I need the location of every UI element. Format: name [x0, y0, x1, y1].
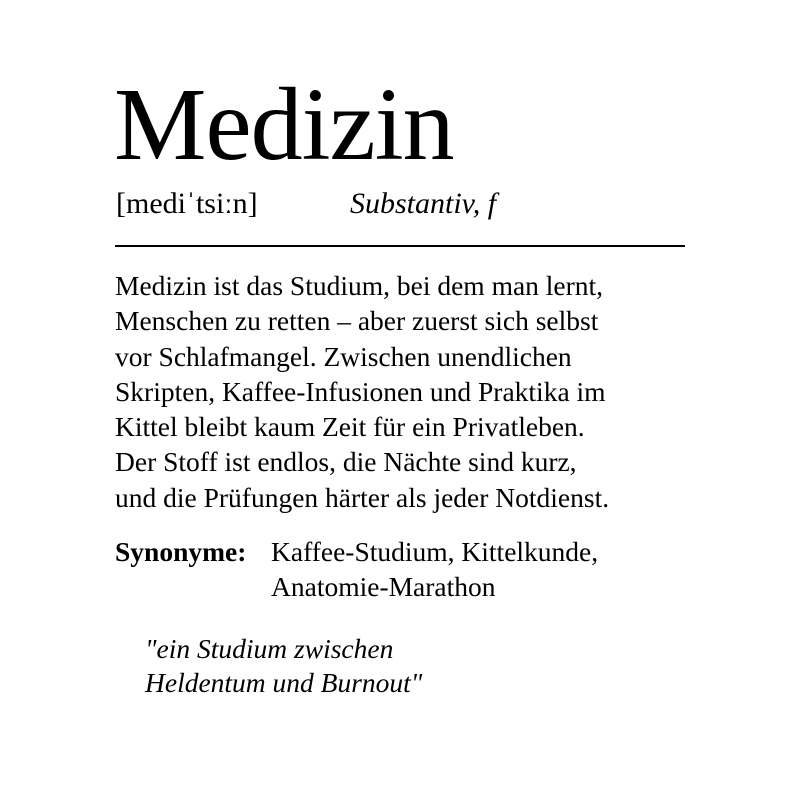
quote-line: Heldentum und Burnout" [145, 667, 423, 698]
synonyms-label: Synonyme: [115, 536, 247, 567]
divider-line [115, 245, 685, 247]
definition-line: vor Schlafmangel. Zwischen unendlichen [115, 340, 572, 372]
definition-line: Menschen zu retten – aber zuerst sich selbst [115, 305, 599, 337]
definition-text [115, 268, 715, 515]
pronunciation: [mediˈtsiːn] [116, 187, 258, 220]
headword-title: Medizin [114, 67, 454, 182]
part-of-speech: Substantiv, f [350, 187, 497, 220]
synonyms-list [271, 534, 598, 604]
example-quote [145, 632, 422, 700]
synonym-line: Kaffee-Studium, Kittelkunde, [271, 536, 599, 567]
definition-line: Kittel bleibt kaum Zeit für ein Privatleben. [115, 411, 585, 443]
definition-line: Der Stoff ist endlos, die Nächte sind kurz, [115, 446, 577, 478]
definition-line: und die Prüfungen härter als jeder Notdienst. [115, 481, 610, 513]
definition-line: Skripten, Kaffee-Infusionen und Praktika im [115, 375, 606, 407]
synonym-line: Anatomie-Marathon [271, 571, 496, 602]
quote-line: "ein Studium zwischen [145, 633, 394, 664]
definition-line: Medizin ist das Studium, bei dem man lernt, [115, 270, 604, 301]
